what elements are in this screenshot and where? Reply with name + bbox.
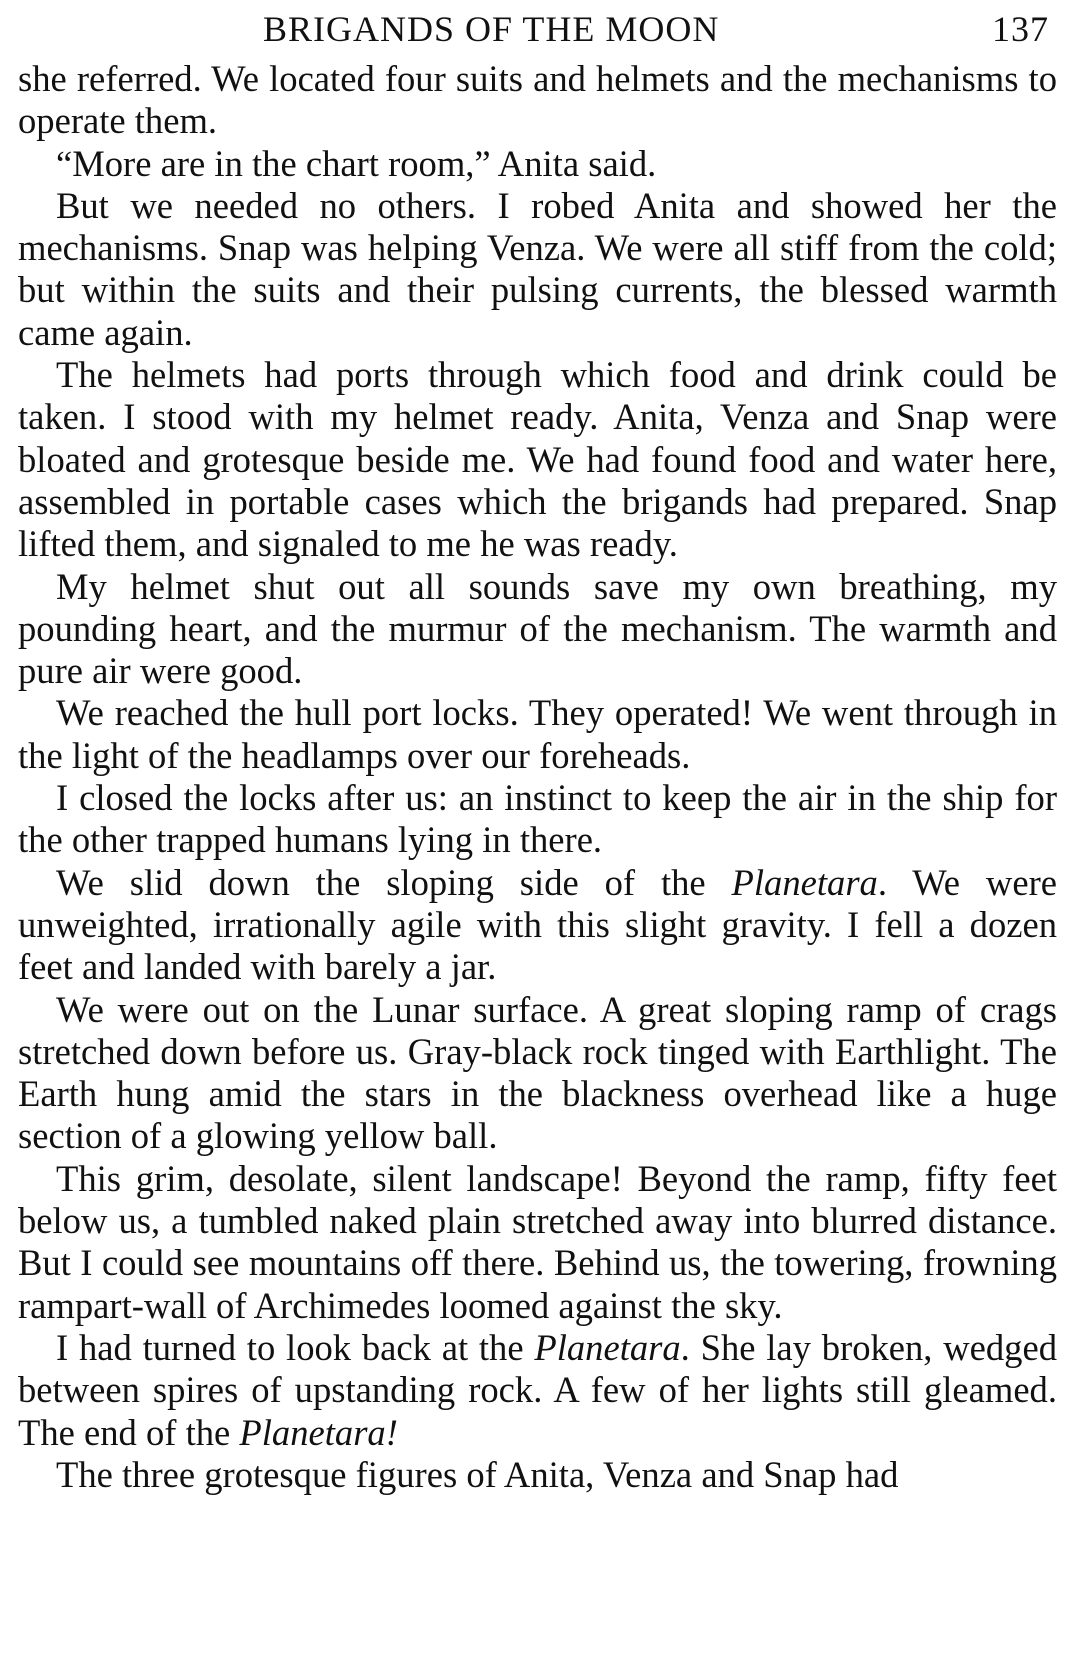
paragraph-12: The three grotesque figures of Anita, Venza and Snap had (56, 1453, 899, 1495)
ship-name-italic: Planetara! (239, 1411, 398, 1453)
running-head (18, 0, 1057, 58)
body-text (18, 58, 1057, 1496)
paragraph-7: I closed the locks after us: an instinct to keep the air in the ship for the other trapped humans lying in there. (18, 777, 1057, 861)
paragraph-4: The helmets had ports through which food and drink could be taken. I stood with my helmet ready. Anita, Venza and Snap were bloated and grotesque beside me. We had found food and water here, assembled in portable cases which the brigands had prepared. Snap lifted them, and signaled to me he was ready. (18, 354, 1057, 565)
page-number: 137 (992, 9, 1049, 49)
ship-name-italic: Planetara (534, 1326, 681, 1368)
paragraph-3: But we needed no others. I robed Anita and showed her the mechanisms. Snap was helping Venza. We were all stiff from the cold; but within the suits and their pulsing currents, the blessed warmth came again. (18, 184, 1057, 353)
paragraph-11: I had turned to look back at the Planetara. She lay broken, wedged between spires of upstanding rock. A few of her lights still gleamed. The end of the Planetara! (18, 1326, 1057, 1453)
paragraph-1: she referred. We located four suits and helmets and the mechanisms to operate them. (18, 58, 1057, 142)
paragraph-2: “More are in the chart room,” Anita said. (56, 142, 657, 184)
paragraph-6: We reached the hull port locks. They operated! We went through in the light of the headlamps over our foreheads. (18, 692, 1057, 776)
running-head-title: BRIGANDS OF THE MOON (263, 9, 720, 49)
ship-name-italic: Planetara (731, 861, 878, 903)
paragraph-8: We slid down the sloping side of the Planetara. We were unweighted, irrationally agile with this slight gravity. I fell a dozen feet and landed with barely a jar. (18, 861, 1057, 988)
paragraph-10: This grim, desolate, silent landscape! Beyond the ramp, fifty feet below us, a tumbled naked plain stretched away into blurred distance. But I could see mountains off there. Behind us, the towering, frowning rampart-wall of Archimedes loomed against the sky. (18, 1157, 1057, 1326)
paragraph-5: My helmet shut out all sounds save my own breathing, my pounding heart, and the murmur of the mechanism. The warmth and pure air were good. (18, 565, 1057, 692)
paragraph-9: We were out on the Lunar surface. A great sloping ramp of crags stretched down before us. Gray-black rock tinged with Earthlight. The Earth hung amid the stars in the blackness overhead like a huge section of a glowing yellow ball. (18, 988, 1057, 1157)
